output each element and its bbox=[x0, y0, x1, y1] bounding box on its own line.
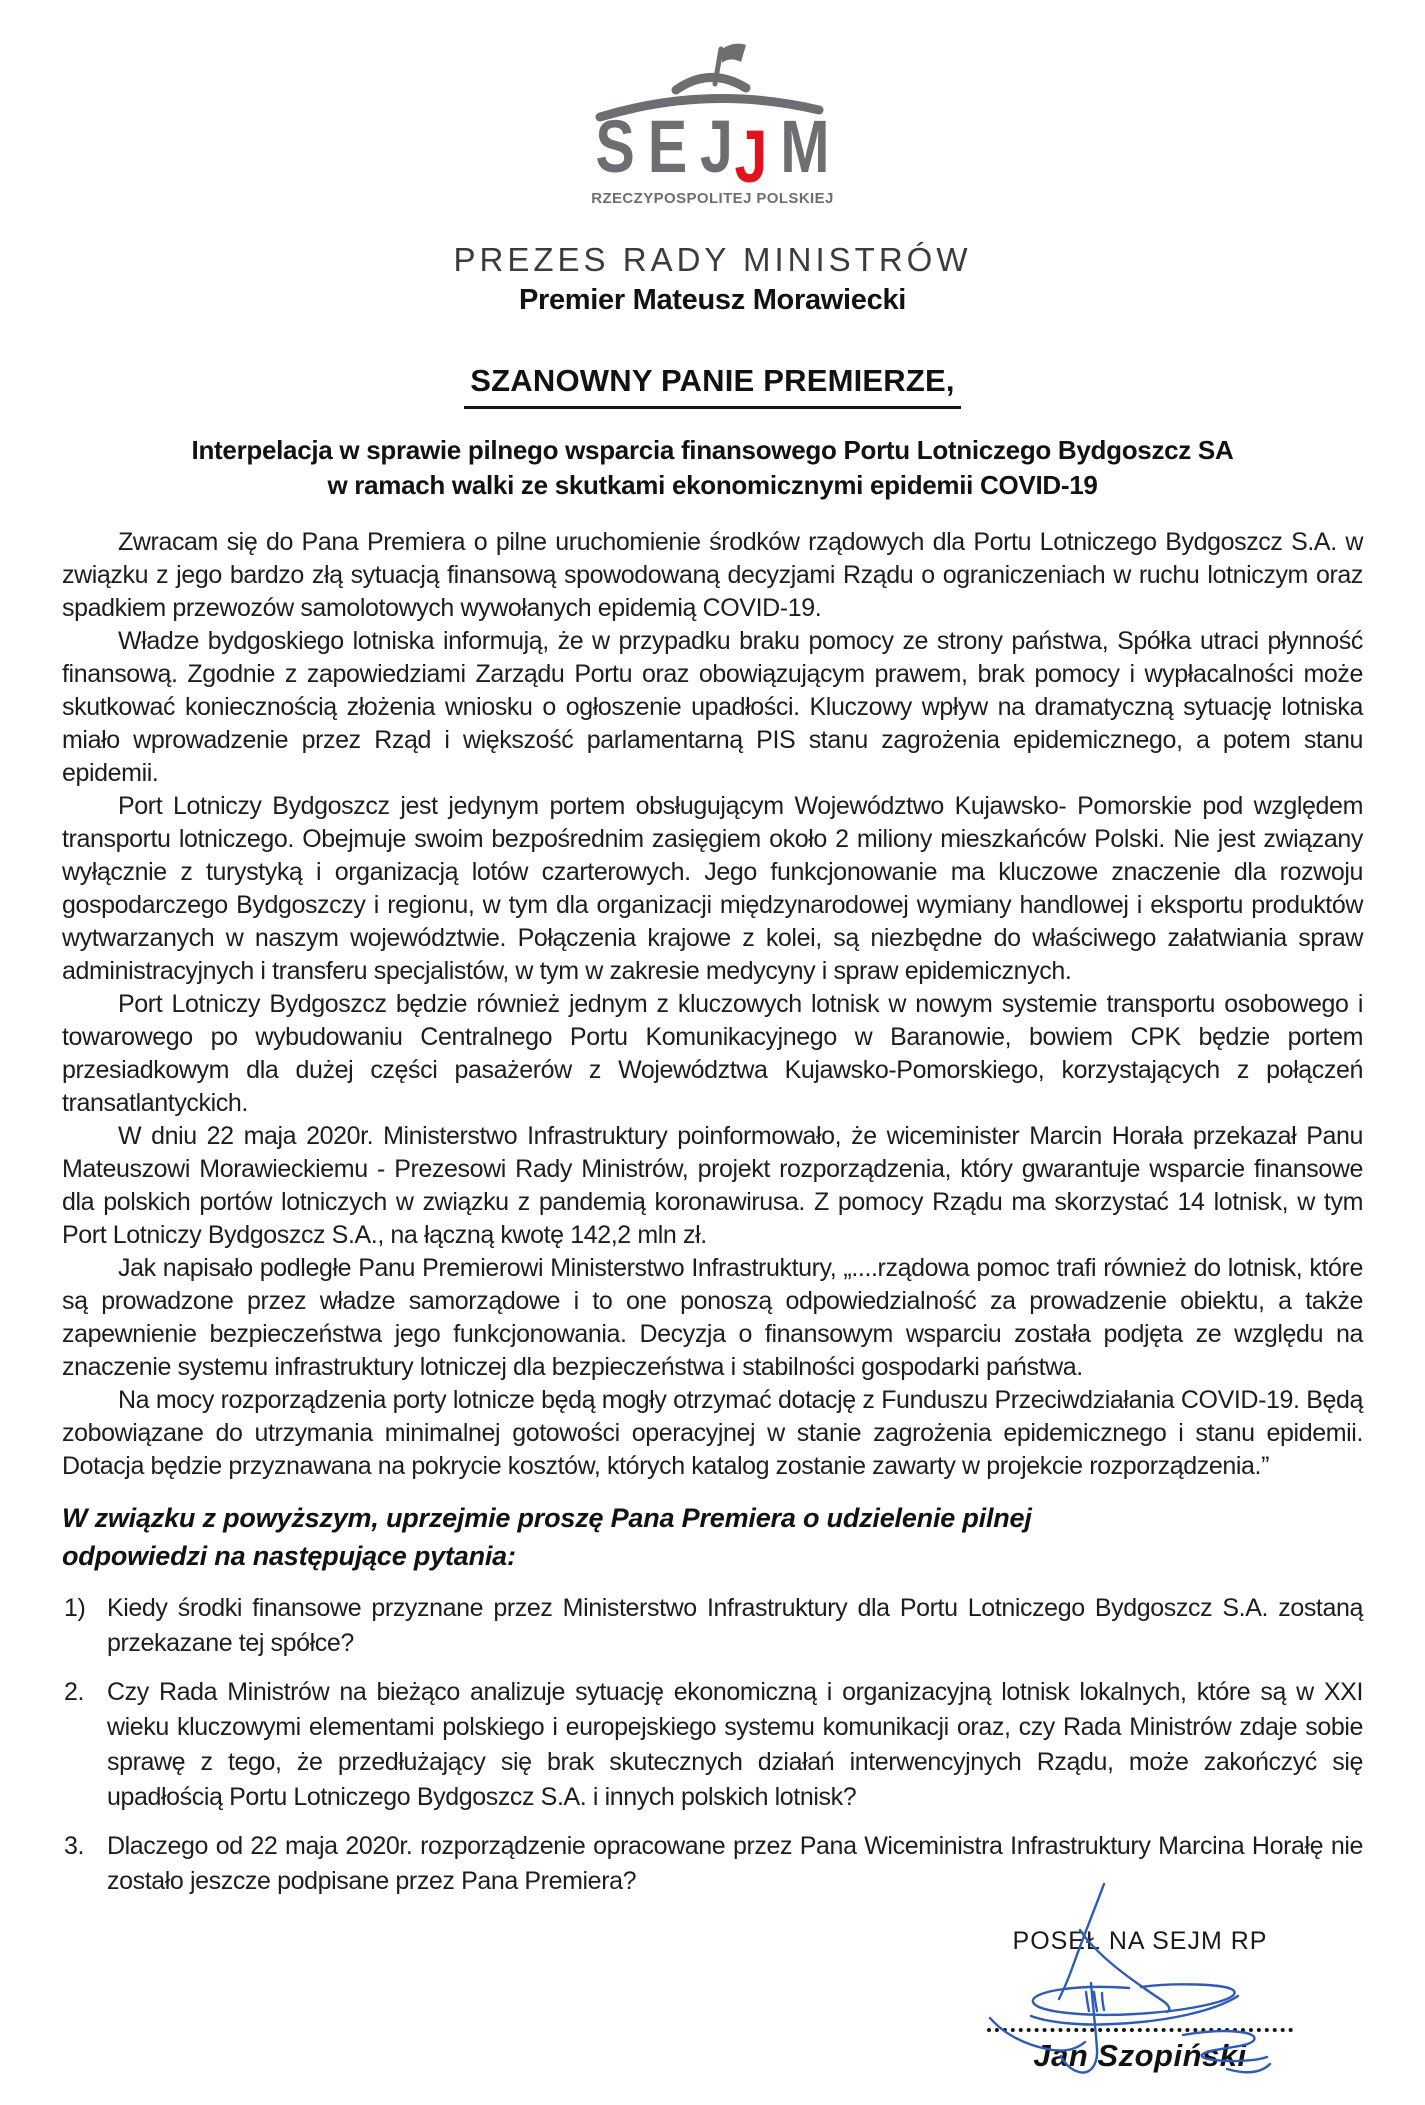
question-item bbox=[62, 1675, 1363, 1815]
question-text: Kiedy środki finansowe przyznane przez Ministerstwo Infrastruktury dla Portu Lotniczego Bydgoszcz S.A. zostaną przekazane tej spółce? bbox=[107, 1594, 1363, 1657]
sejm-logo bbox=[62, 40, 1363, 207]
salutation bbox=[62, 363, 1363, 409]
paragraph: Władze bydgoskiego lotniska informują, że w przypadku braku pomocy ze strony państwa, Spółka utraci płynność finansową. Zgodnie z zapowiedziami Zarządu Portu oraz obowiązującym prawem, brak pomocy i wypłacalności może skutkować koniecznością złożenia wniosku o ogłoszenie upadłości. Kluczowy wpływ na dramatyczną sytuację lotniska miało wprowadzenie przez Rząd i większość parlamentarną PIS stanu zagrożenia epidemicznego, a potem stanu epidemii. bbox=[62, 627, 1363, 787]
paragraph: Port Lotniczy Bydgoszcz jest jedynym portem obsługującym Województwo Kujawsko- Pomorskie pod względem transportu lotniczego. Obejmuje swoim bezpośrednim zasięgiem około 2 miliony mieszkańców Polski. Nie jest związany wyłącznie z turystyką i organizacją lotów czarterowych. Jego funkcjonowanie ma kluczowe znaczenie dla rozwoju gospodarczego Bydgoszczy i regionu, w tym dla organizacji międzynarodowej wymiany handlowej i eksportu produktów wytwarzanych w naszym województwie. Połączenia krajowe z kolei, są niezbędne do właściwego załatwiania spraw administracyjnych i transferu specjalistów, w tym w zakresie medycyny i spraw epidemicznych. bbox=[62, 792, 1363, 985]
questions-list bbox=[62, 1591, 1363, 1899]
addressee-name: Premier Mateusz Morawiecki bbox=[518, 284, 907, 316]
paragraph: W dniu 22 maja 2020r. Ministerstwo Infrastruktury poinformowało, że wiceminister Marcin Horała przekazał Panu Mateuszowi Morawieckiemu - Prezesowi Rady Ministrów, projekt rozporządzenia, który gwarantuje wsparcie finansowe dla polskich portów lotniczych w związku z pandemią koronawirusa. Z pomocy Rządu ma skorzystać 14 lotnisk, w tym Port Lotniczy Bydgoszcz S.A., na łączną kwotę 142,2 mln zł. bbox=[62, 1122, 1363, 1249]
logo-letter-j-red: J bbox=[734, 115, 768, 198]
signature-name: Jan Szopiński bbox=[1033, 2038, 1247, 2073]
subject-line-1: Interpelacja w sprawie pilnego wsparcia finansowego Portu Lotniczego Bydgoszcz SA bbox=[191, 435, 1234, 465]
logo-letter-s: S bbox=[595, 105, 635, 188]
letter-body bbox=[62, 526, 1363, 1483]
logo-letter-j-gray: J bbox=[700, 105, 733, 188]
paragraph: Na mocy rozporządzenia porty lotnicze będą mogły otrzymać dotację z Funduszu Przeciwdziałania COVID-19. Będą zobowiązane do utrzymania minimalnej gotowości operacyjnej w stanie zagrożenia epidemicznego i stanu epidemii. Dotacja będzie przyznawana na pokrycie kosztów, których katalog zostanie zawarty w projekcie rozporządzenia.” bbox=[62, 1386, 1363, 1480]
question-marker: 1) bbox=[64, 1594, 86, 1622]
paragraph: Port Lotniczy Bydgoszcz będzie również jednym z kluczowych lotnisk w nowym systemie transportu osobowego i towarowego po wybudowaniu Centralnego Portu Komunikacyjnego w Baranowie, bowiem CPK będzie portem przesiadkowym dla dużej części pasażerów z Województwa Kujawsko-Pomorskiego, korzystających z połączeń transatlantyckich. bbox=[62, 990, 1363, 1117]
logo-letter-e: E bbox=[647, 105, 688, 188]
signature-title: POSEŁ NA SEJM RP bbox=[1012, 1927, 1268, 1955]
closing-request bbox=[62, 1499, 1363, 1575]
signature-block bbox=[987, 1927, 1293, 2074]
subject bbox=[62, 433, 1363, 503]
question-item bbox=[62, 1829, 1363, 1899]
question-marker: 3. bbox=[64, 1832, 85, 1860]
question-text: Czy Rada Ministrów na bieżąco analizuje sytuację ekonomiczną i organizacyjną lotnisk lokalnych, które są w XXI wieku kluczowymi elementami polskiego i europejskiego systemu komunikacji oraz, czy Rada Ministrów zdaje sobie sprawę z tego, że przedłużający się brak skutecznych działań interwencyjnych Rządu, może zakończyć się upadłością Portu Lotniczego Bydgoszcz S.A. i innych polskich lotnisk? bbox=[107, 1678, 1363, 1811]
logo-letter-m: M bbox=[780, 105, 830, 188]
closing-line-2: odpowiedzi na następujące pytania: bbox=[62, 1541, 516, 1571]
logo-subtitle: RZECZYPOSPOLITEJ POLSKIEJ bbox=[591, 190, 834, 207]
salutation-text: SZANOWNY PANIE PREMIERZE, bbox=[464, 363, 960, 409]
paragraph: Zwracam się do Pana Premiera o pilne uruchomienie środków rządowych dla Portu Lotniczego Bydgoszcz S.A. w związku z jego bardzo złą sytuacją finansową spowodowaną decyzjami Rządu o ograniczeniach w ruchu lotniczym oraz spadkiem przewozów samolotowych wywołanych epidemią COVID-19. bbox=[62, 528, 1363, 622]
question-marker: 2. bbox=[64, 1678, 85, 1706]
office-title: PREZES RADY MINISTRÓW bbox=[453, 241, 972, 278]
question-text: Dlaczego od 22 maja 2020r. rozporządzenie opracowane przez Pana Wiceministra Infrastruktury Marcina Horałę nie zostało jeszcze podpisane przez Pana Premiera? bbox=[107, 1832, 1363, 1895]
sejm-logo-letters bbox=[192, 105, 1233, 198]
closing-line-1: W związku z powyższym, uprzejmie proszę Pana Premiera o udzielenie pilnej bbox=[62, 1503, 1032, 1533]
paragraph: Jak napisało podległe Panu Premierowi Ministerstwo Infrastruktury, „....rządowa pomoc trafi również do lotnisk, które są prowadzone przez władze samorządowe i to one ponoszą odpowiedzialność za prowadzenie obiektu, a także zapewnienie bezpieczeństwa jego funkcjonowania. Decyzja o finansowym wsparciu została podjęta ze względu na znaczenie systemu infrastruktury lotniczej dla bezpieczeństwa i stabilności gospodarki państwa. bbox=[62, 1254, 1363, 1381]
subject-line-2: w ramach walki ze skutkami ekonomicznymi epidemii COVID-19 bbox=[327, 470, 1098, 500]
signature-dotted-line bbox=[987, 2028, 1293, 2032]
question-item bbox=[62, 1591, 1363, 1661]
